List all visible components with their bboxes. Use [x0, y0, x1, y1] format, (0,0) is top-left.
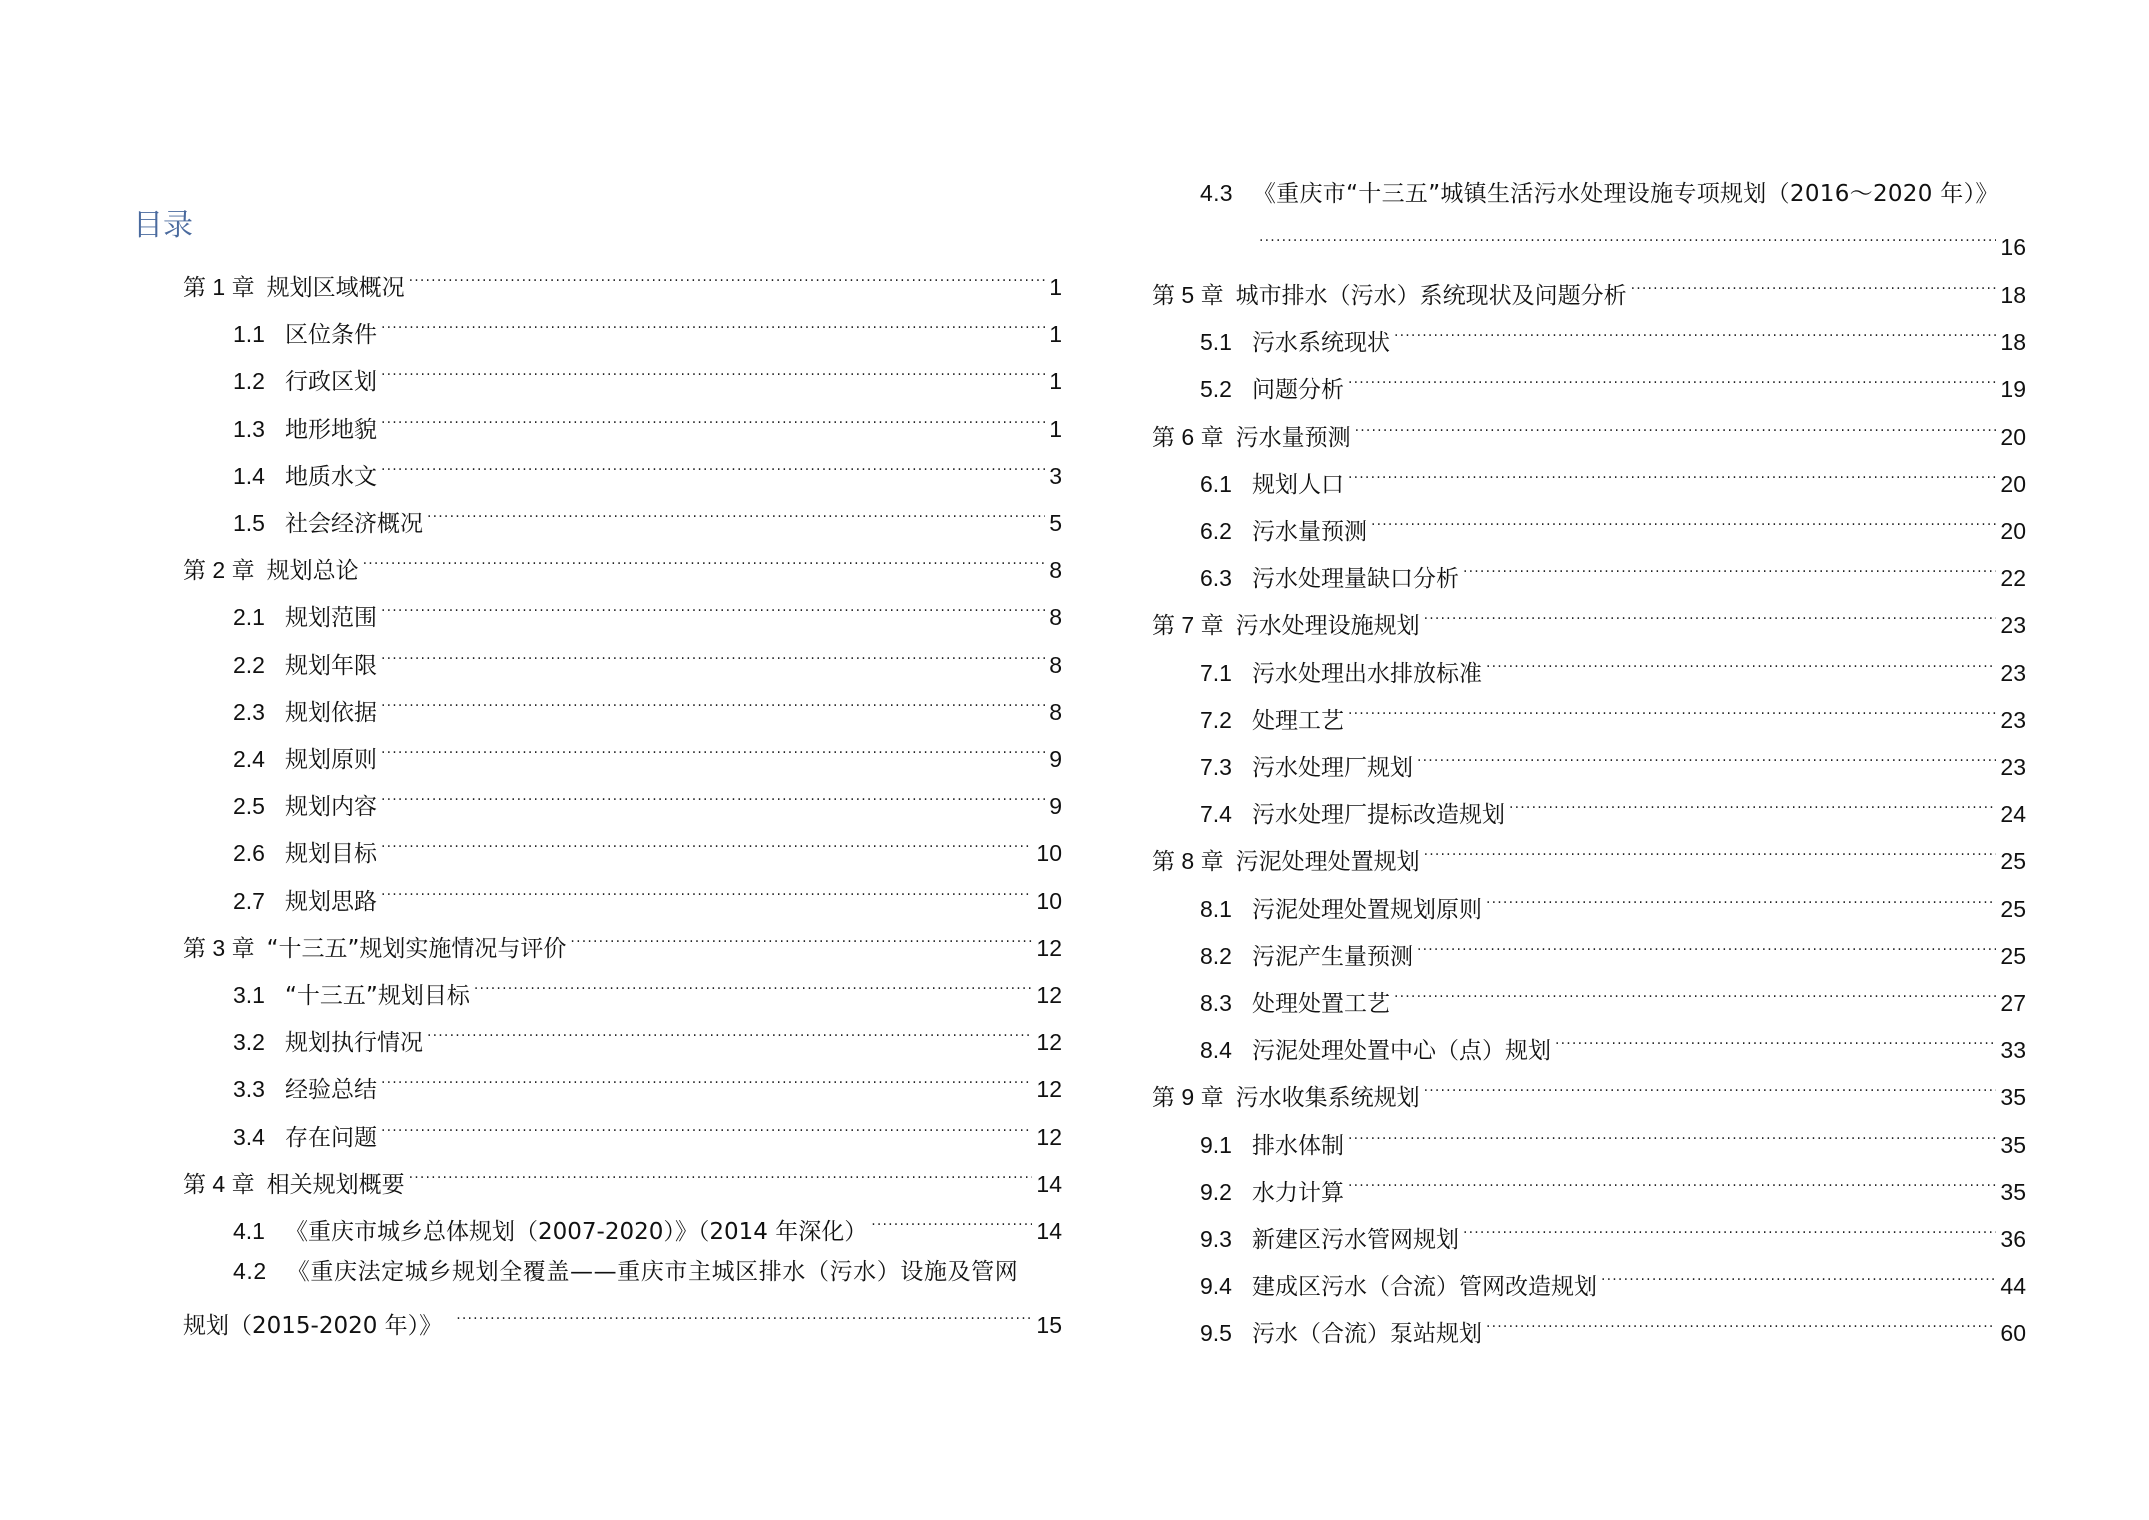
toc-page-number: 8	[1049, 698, 1062, 725]
toc-section-entry[interactable]	[1200, 934, 2026, 970]
toc-dot-leader	[381, 737, 1045, 767]
toc-dot-leader	[1355, 415, 1997, 445]
toc-page-number: 5	[1049, 510, 1062, 536]
toc-section-entry-continuation[interactable]	[1255, 225, 2026, 261]
toc-page-number: 18	[2000, 329, 2026, 356]
toc-dot-leader	[871, 1209, 1032, 1239]
toc-entry-number: 3.4	[233, 1123, 265, 1150]
toc-entry-number: 1.4	[233, 462, 265, 489]
toc-page-number: 22	[2000, 565, 2026, 592]
toc-dot-leader	[474, 973, 1033, 1003]
toc-entry-label: 规划原则	[284, 747, 377, 773]
toc-dot-leader	[1424, 839, 1997, 869]
toc-dot-leader	[570, 926, 1032, 956]
toc-dot-leader	[1463, 1217, 1996, 1247]
toc-section-entry[interactable]	[233, 595, 1062, 632]
toc-section-entry[interactable]	[233, 737, 1062, 773]
toc-dot-leader	[381, 407, 1045, 437]
toc-entry-number: 第 2 章	[183, 557, 255, 584]
toc-section-entry[interactable]	[233, 501, 1062, 537]
toc-section-entry[interactable]	[233, 1067, 1062, 1104]
toc-section-entry[interactable]	[1200, 1217, 2026, 1253]
toc-chapter-entry[interactable]	[1152, 839, 2026, 876]
toc-dot-leader	[1555, 1028, 1996, 1058]
toc-page-number: 1	[1049, 321, 1062, 348]
toc-chapter-entry[interactable]	[1152, 273, 2026, 309]
toc-section-entry-wrapped[interactable]	[233, 1256, 1062, 1287]
page-title: 目录	[133, 208, 193, 243]
toc-section-entry[interactable]	[1200, 1264, 2026, 1301]
toc-page-number: 20	[2000, 470, 2026, 497]
toc-entry-number: 8.2	[1200, 942, 1232, 969]
toc-entry-number: 2.6	[233, 840, 265, 867]
toc-section-entry[interactable]	[1200, 745, 2026, 781]
toc-dot-leader	[381, 643, 1045, 673]
toc-page-number: 8	[1049, 604, 1062, 631]
toc-entry-label: 规划内容	[284, 794, 377, 821]
toc-entry-label: 问题分析	[1251, 377, 1344, 404]
toc-chapter-entry[interactable]	[183, 265, 1062, 301]
toc-section-entry[interactable]	[1200, 1028, 2026, 1065]
toc-page-number: 1	[1049, 274, 1062, 300]
toc-entry-number: 2.1	[233, 604, 265, 631]
toc-entry-number: 第 7 章	[1152, 612, 1224, 639]
toc-page-number: 25	[2000, 848, 2026, 875]
toc-section-entry[interactable]	[233, 312, 1062, 349]
toc-section-entry[interactable]	[1200, 462, 2026, 498]
toc-section-entry[interactable]	[1200, 981, 2026, 1017]
toc-entry-number: 6.3	[1200, 565, 1232, 592]
toc-page-number: 24	[2000, 801, 2026, 828]
toc-section-entry-continuation[interactable]	[183, 1303, 1062, 1340]
toc-dot-leader	[1417, 934, 1996, 964]
toc-section-entry[interactable]	[233, 831, 1062, 868]
toc-dot-leader	[427, 501, 1045, 531]
toc-page-number: 25	[2000, 942, 2026, 969]
toc-chapter-entry[interactable]	[183, 1162, 1062, 1198]
toc-entry-label: 污水处理出水排放标准	[1251, 660, 1482, 687]
toc-page-number: 12	[1036, 1076, 1062, 1103]
toc-dot-leader	[1371, 509, 1996, 539]
toc-entry-number: 3.3	[233, 1076, 265, 1103]
toc-dot-leader	[1631, 273, 1997, 303]
toc-entry-label: 规划范围	[284, 605, 377, 632]
toc-chapter-entry[interactable]	[1152, 415, 2026, 451]
toc-dot-leader	[1394, 320, 1996, 350]
toc-entry-number: 4.3	[1200, 180, 1233, 206]
toc-dot-leader	[381, 454, 1045, 484]
toc-dot-leader	[381, 831, 1032, 861]
toc-entry-number: 8.3	[1200, 990, 1232, 1016]
toc-entry-number: 1.5	[233, 510, 265, 536]
toc-page-number: 36	[2000, 1226, 2026, 1252]
toc-page-number: 44	[2000, 1273, 2026, 1300]
toc-entry-label: 污水量预测	[1251, 519, 1367, 545]
toc-entry-label: 处理工艺	[1251, 707, 1344, 734]
toc-entry-label: 《重庆市城乡总体规划（2007-2020）》（2014 年深化）	[284, 1219, 868, 1245]
toc-entry-number: 7.4	[1200, 801, 1232, 828]
toc-section-entry[interactable]	[233, 784, 1062, 821]
toc-chapter-entry[interactable]	[1152, 603, 2026, 640]
toc-dot-leader	[381, 1115, 1032, 1145]
toc-page-number: 18	[2000, 282, 2026, 308]
toc-page-number: 60	[2000, 1320, 2026, 1347]
toc-section-entry[interactable]	[1200, 698, 2026, 734]
toc-entry-number: 4.2	[233, 1258, 267, 1285]
toc-section-entry[interactable]	[1200, 320, 2026, 357]
toc-entry-label: 污水系统现状	[1251, 330, 1390, 357]
toc-dot-leader	[1424, 1075, 1997, 1105]
toc-dot-leader	[427, 1020, 1032, 1050]
toc-entry-number: 6.1	[1200, 470, 1232, 497]
toc-dot-leader	[381, 690, 1045, 720]
toc-entry-label: 地形地貌	[284, 416, 377, 443]
toc-entry-label: 规划人口	[1251, 471, 1344, 498]
toc-section-entry[interactable]	[1200, 1311, 2026, 1348]
toc-dot-leader	[409, 265, 1046, 295]
toc-section-entry[interactable]	[1200, 887, 2026, 923]
toc-section-entry[interactable]	[1200, 556, 2026, 593]
toc-entry-label: 区位条件	[284, 322, 377, 349]
toc-section-entry[interactable]	[233, 407, 1062, 443]
toc-section-entry[interactable]	[233, 973, 1062, 1009]
toc-section-entry[interactable]	[233, 690, 1062, 726]
toc-dot-leader	[1486, 651, 1996, 681]
toc-entry-number: 9.3	[1200, 1226, 1232, 1252]
toc-entry-number: 7.1	[1200, 659, 1232, 686]
toc-entry-label: 污水量预测	[1235, 424, 1351, 451]
toc-dot-leader	[363, 548, 1046, 578]
toc-entry-number: 第 4 章	[183, 1170, 255, 1197]
toc-dot-leader	[1259, 225, 1996, 255]
toc-entry-number: 9.2	[1200, 1178, 1232, 1205]
toc-page-number: 35	[2000, 1178, 2026, 1205]
toc-entry-label: 规划总论	[266, 558, 359, 585]
toc-section-entry[interactable]	[1200, 792, 2026, 829]
toc-page-number: 10	[1036, 840, 1062, 867]
toc-page-number: 8	[1049, 557, 1062, 584]
toc-dot-leader	[1348, 367, 1996, 397]
toc-entry-number: 5.2	[1200, 376, 1232, 403]
toc-entry-number: 7.2	[1200, 706, 1232, 733]
toc-dot-leader	[1348, 1123, 1996, 1153]
toc-entry-label: 规划（2015-2020 年）》	[183, 1313, 443, 1340]
toc-entry-number: 9.4	[1200, 1273, 1232, 1300]
toc-entry-label: 《重庆法定城乡规划全覆盖——重庆市主城区排水（污水）设施及管网	[286, 1259, 1019, 1286]
toc-entry-label: 规划区域概况	[266, 275, 405, 301]
toc-chapter-entry[interactable]	[183, 926, 1062, 962]
toc-entry-label: 规划执行情况	[284, 1030, 423, 1057]
toc-entry-number: 6.2	[1200, 518, 1232, 544]
toc-page-number: 33	[2000, 1037, 2026, 1064]
toc-entry-label: 处理处置工艺	[1251, 991, 1390, 1017]
toc-entry-number: 4.1	[233, 1218, 265, 1244]
toc-page-number: 1	[1049, 368, 1062, 395]
toc-page-number: 25	[2000, 895, 2026, 922]
toc-page-number: 35	[2000, 1084, 2026, 1111]
toc-section-entry[interactable]	[233, 643, 1062, 679]
toc-entry-label: 水力计算	[1251, 1179, 1344, 1206]
toc-entry-number: 第 1 章	[183, 274, 255, 300]
toc-page-number: 23	[2000, 754, 2026, 780]
toc-page-number: 23	[2000, 659, 2026, 686]
toc-entry-number: 9.5	[1200, 1320, 1232, 1347]
toc-entry-number: 第 3 章	[183, 934, 255, 961]
toc-dot-leader	[456, 1303, 1032, 1333]
toc-dot-leader	[1348, 462, 1996, 492]
toc-entry-label: 《重庆市“十三五”城镇生活污水处理设施专项规划（2016～2020 年）》	[1252, 181, 1999, 207]
toc-section-entry[interactable]	[1200, 367, 2026, 404]
toc-section-entry[interactable]	[233, 359, 1062, 396]
toc-entry-label: 规划年限	[284, 652, 377, 679]
toc-page-number: 14	[1036, 1170, 1062, 1197]
toc-page-number: 19	[2000, 376, 2026, 403]
toc-dot-leader	[1601, 1264, 1996, 1294]
toc-section-entry[interactable]	[1200, 509, 2026, 545]
toc-dot-leader	[381, 595, 1045, 625]
toc-entry-label: 规划思路	[284, 888, 377, 915]
toc-page-number: 12	[1036, 1029, 1062, 1056]
toc-page-number: 12	[1036, 1123, 1062, 1150]
toc-entry-number: 1.2	[233, 368, 265, 395]
toc-entry-number: 2.2	[233, 651, 265, 678]
toc-section-entry[interactable]	[233, 879, 1062, 915]
toc-page-number: 35	[2000, 1131, 2026, 1158]
toc-section-entry[interactable]	[1200, 1123, 2026, 1159]
toc-dot-leader	[1348, 698, 1996, 728]
toc-entry-label: “十三五”规划目标	[284, 983, 470, 1009]
toc-entry-number: 第 9 章	[1152, 1084, 1224, 1111]
toc-entry-label: 规划目标	[284, 841, 377, 868]
toc-entry-number: 第 8 章	[1152, 848, 1224, 875]
toc-page-number: 12	[1036, 982, 1062, 1008]
toc-dot-leader	[1394, 981, 1996, 1011]
toc-section-entry[interactable]	[233, 454, 1062, 490]
toc-page-number: 9	[1049, 793, 1062, 820]
toc-entry-number: 7.3	[1200, 754, 1232, 780]
toc-entry-number: 2.5	[233, 793, 265, 820]
toc-entry-number: 1.1	[233, 321, 265, 348]
toc-page-number: 23	[2000, 706, 2026, 733]
toc-page-number: 9	[1049, 746, 1062, 772]
toc-entry-label: 污泥处理处置规划	[1235, 849, 1420, 876]
toc-page-number: 15	[1036, 1312, 1062, 1339]
toc-section-entry-wrapped[interactable]	[1200, 178, 1999, 209]
toc-entry-number: 8.4	[1200, 1037, 1232, 1064]
toc-entry-number: 2.4	[233, 746, 265, 772]
toc-entry-label: 社会经济概况	[284, 511, 423, 537]
toc-entry-label: 城市排水（污水）系统现状及问题分析	[1235, 283, 1627, 309]
toc-entry-label: “十三五”规划实施情况与评价	[266, 935, 567, 962]
toc-page-number: 20	[2000, 518, 2026, 544]
toc-entry-number: 9.1	[1200, 1131, 1232, 1158]
toc-section-entry[interactable]	[1200, 1170, 2026, 1206]
toc-entry-label: 地质水文	[284, 463, 377, 490]
toc-section-entry[interactable]	[233, 1115, 1062, 1151]
toc-entry-number: 3.1	[233, 982, 265, 1008]
toc-entry-label: 新建区污水管网规划	[1251, 1227, 1459, 1253]
toc-dot-leader	[1417, 745, 1996, 775]
toc-page-number: 10	[1036, 887, 1062, 914]
toc-dot-leader	[1348, 1170, 1996, 1200]
toc-dot-leader	[381, 359, 1045, 389]
toc-page-number: 1	[1049, 415, 1062, 442]
toc-dot-leader	[381, 879, 1032, 909]
toc-entry-label: 规划依据	[284, 699, 377, 726]
toc-entry-number: 3.2	[233, 1029, 265, 1056]
toc-page-number: 20	[2000, 423, 2026, 450]
toc-entry-number: 2.7	[233, 887, 265, 914]
toc-entry-label: 建成区污水（合流）管网改造规划	[1251, 1274, 1597, 1301]
toc-entry-label: 污水处理厂规划	[1251, 755, 1413, 781]
toc-page-number: 3	[1049, 462, 1062, 489]
toc-entry-label: 污泥产生量预测	[1251, 943, 1413, 970]
toc-entry-number: 第 6 章	[1152, 423, 1224, 450]
toc-page-number: 23	[2000, 612, 2026, 639]
toc-entry-number: 第 5 章	[1152, 282, 1224, 308]
toc-dot-leader	[1424, 603, 1997, 633]
toc-entry-label: 经验总结	[284, 1077, 377, 1104]
toc-dot-leader	[381, 1067, 1032, 1097]
toc-dot-leader	[381, 312, 1045, 342]
toc-chapter-entry[interactable]	[183, 548, 1062, 585]
toc-dot-leader	[381, 784, 1045, 814]
toc-entry-label: 排水体制	[1251, 1132, 1344, 1159]
toc-dot-leader	[1486, 887, 1996, 917]
toc-page-number: 27	[2000, 990, 2026, 1016]
toc-dot-leader	[1486, 1311, 1996, 1341]
toc-entry-number: 5.1	[1200, 329, 1232, 356]
toc-entry-label: 污水处理设施规划	[1235, 613, 1420, 640]
toc-entry-label: 污水处理厂提标改造规划	[1251, 802, 1505, 829]
toc-entry-label: 污泥处理处置规划原则	[1251, 896, 1482, 923]
toc-dot-leader	[1463, 556, 1996, 586]
toc-section-entry[interactable]	[1200, 651, 2026, 687]
toc-chapter-entry[interactable]	[1152, 1075, 2026, 1112]
toc-page-number: 14	[1036, 1218, 1062, 1244]
toc-page-number: 12	[1036, 934, 1062, 961]
toc-entry-label: 相关规划概要	[266, 1171, 405, 1198]
toc-entry-label: 污水收集系统规划	[1235, 1085, 1420, 1112]
toc-page-number: 8	[1049, 651, 1062, 678]
toc-dot-leader	[1509, 792, 1996, 822]
toc-dot-leader	[409, 1162, 1033, 1192]
toc-entry-label: 污水处理量缺口分析	[1251, 566, 1459, 593]
toc-section-entry[interactable]	[233, 1020, 1062, 1057]
toc-entry-number: 8.1	[1200, 895, 1232, 922]
toc-entry-label: 污水（合流）泵站规划	[1251, 1321, 1482, 1348]
toc-page-number: 16	[2000, 234, 2026, 261]
toc-entry-number: 2.3	[233, 698, 265, 725]
toc-entry-number: 1.3	[233, 415, 265, 442]
toc-entry-label: 行政区划	[284, 369, 377, 396]
toc-entry-label: 存在问题	[284, 1124, 377, 1151]
toc-entry-label: 污泥处理处置中心（点）规划	[1251, 1038, 1551, 1065]
toc-section-entry[interactable]	[233, 1209, 1062, 1245]
